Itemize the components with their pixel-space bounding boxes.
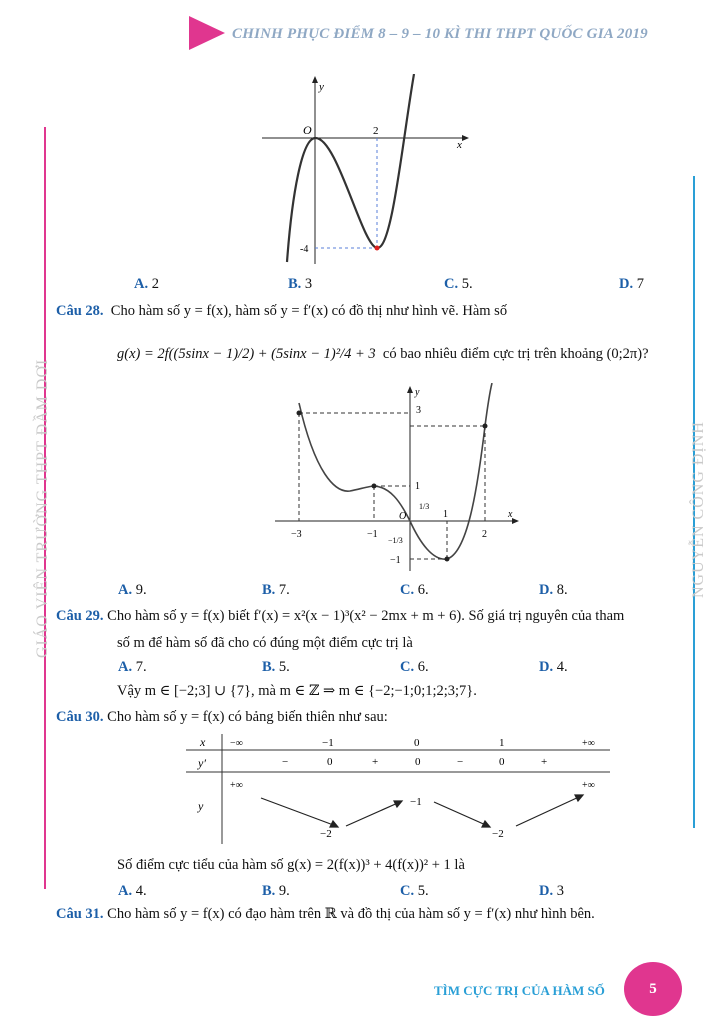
q27-option-a[interactable]: A. 2 — [134, 276, 159, 292]
q29-option-b[interactable]: B. 5. — [262, 659, 290, 675]
q29-option-d[interactable]: D. 4. — [539, 659, 568, 675]
graph1-x-label: x — [457, 139, 462, 151]
q27-option-d[interactable]: D. 7 — [619, 276, 644, 292]
svg-text:3: 3 — [416, 405, 421, 416]
svg-text:1: 1 — [443, 509, 448, 520]
svg-text:0: 0 — [499, 756, 505, 768]
svg-text:y′: y′ — [198, 756, 206, 770]
graph1-y-tick: -4 — [300, 244, 309, 255]
svg-text:1/3: 1/3 — [419, 502, 430, 511]
q30-option-b[interactable]: B. 9. — [262, 883, 290, 899]
svg-text:−1/3: −1/3 — [388, 536, 403, 545]
q29-solution: Vậy m ∈ [−2;3] ∪ {7}, mà m ∈ ℤ ⇒ m ∈ {−2;−1;0;1;2;3;7}. — [117, 683, 477, 699]
q28-option-a[interactable]: A. 9. — [118, 582, 147, 598]
header-title: CHINH PHỤC ĐIỂM 8 – 9 – 10 KÌ THI THPT QUỐC GIA 2019 — [232, 26, 648, 42]
svg-text:1: 1 — [499, 737, 505, 749]
svg-text:−: − — [457, 756, 464, 768]
graph1-y-label: y — [319, 81, 324, 93]
svg-text:2: 2 — [482, 529, 487, 540]
q30-option-c[interactable]: C. 5. — [400, 883, 429, 899]
svg-text:−1: −1 — [322, 737, 334, 749]
q28-option-d[interactable]: D. 8. — [539, 582, 568, 598]
svg-text:−1: −1 — [410, 796, 422, 808]
q28-stem: Câu 28. Cho hàm số y = f(x), hàm số y = f′(x) có đồ thị như hình vẽ. Hàm số — [56, 303, 508, 319]
q31-stem: Câu 31. Cho hàm số y = f(x) có đạo hàm trên ℝ và đồ thị của hàm số y = f′(x) như hình bên. — [56, 906, 595, 922]
svg-text:1: 1 — [415, 481, 420, 492]
q28-option-c[interactable]: C. 6. — [400, 582, 429, 598]
header-triangle-icon — [189, 16, 225, 50]
q28-option-b[interactable]: B. 7. — [262, 582, 290, 598]
svg-text:+∞: +∞ — [582, 738, 595, 749]
svg-text:y: y — [415, 387, 420, 398]
q27-option-b[interactable]: B. 3 — [288, 276, 313, 292]
q27-option-c[interactable]: C. 5. — [444, 276, 473, 292]
svg-text:x: x — [200, 735, 206, 749]
svg-text:+∞: +∞ — [582, 780, 595, 791]
svg-text:+: + — [541, 756, 548, 768]
sidebar-left-text: GIÁO VIÊN TRƯỜNG THPT ĐẦM DƠI — [34, 358, 51, 658]
svg-text:y: y — [198, 799, 204, 813]
svg-text:−3: −3 — [291, 529, 302, 540]
q29-option-a[interactable]: A. 7. — [118, 659, 147, 675]
q30-question: Số điểm cực tiểu của hàm số g(x) = 2(f(x))³ + 4(f(x))² + 1 là — [117, 857, 465, 873]
q29-stem: Câu 29. Cho hàm số y = f(x) biết f′(x) = x²(x − 1)³(x² − 2mx + m + 6). Số giá trị nguyên của tham — [56, 608, 625, 624]
svg-text:−∞: −∞ — [230, 738, 243, 749]
q30-option-a[interactable]: A. 4. — [118, 883, 147, 899]
svg-text:+: + — [372, 756, 379, 768]
page-number: 5 — [624, 962, 682, 1016]
q30-option-d[interactable]: D. 3 — [539, 883, 564, 899]
svg-text:+∞: +∞ — [230, 780, 243, 791]
q29-stem-2: số m để hàm số đã cho có đúng một điểm cực trị là — [117, 635, 413, 651]
svg-text:−1: −1 — [390, 555, 401, 566]
svg-text:O: O — [399, 511, 407, 522]
q28-formula-line: g(x) = 2f((5sinx − 1)/2) + (5sinx − 1)²/4 + 3 có bao nhiêu điểm cực trị trên khoảng (0;2π)? — [117, 346, 649, 362]
svg-text:−2: −2 — [320, 828, 332, 840]
graph-cubic — [262, 74, 472, 266]
footer-title: TÌM CỰC TRỊ CỦA HÀM SỐ — [434, 983, 605, 998]
svg-text:−2: −2 — [492, 828, 504, 840]
variation-table — [186, 734, 612, 846]
q30-stem: Câu 30. Cho hàm số y = f(x) có bảng biến thiên như sau: — [56, 709, 388, 725]
svg-text:−1: −1 — [367, 529, 378, 540]
graph1-origin: O — [303, 123, 312, 137]
graph1-curve — [287, 74, 414, 262]
svg-text:0: 0 — [414, 737, 420, 749]
svg-text:0: 0 — [327, 756, 333, 768]
graph-derivative — [275, 383, 525, 573]
graph1-x-tick: 2 — [373, 125, 379, 137]
q29-option-c[interactable]: C. 6. — [400, 659, 429, 675]
svg-text:−: − — [282, 756, 289, 768]
svg-text:0: 0 — [415, 756, 421, 768]
sidebar-right-text: NGUYỄN CÔNG ĐỊNH — [690, 421, 707, 598]
svg-text:x: x — [508, 509, 513, 520]
